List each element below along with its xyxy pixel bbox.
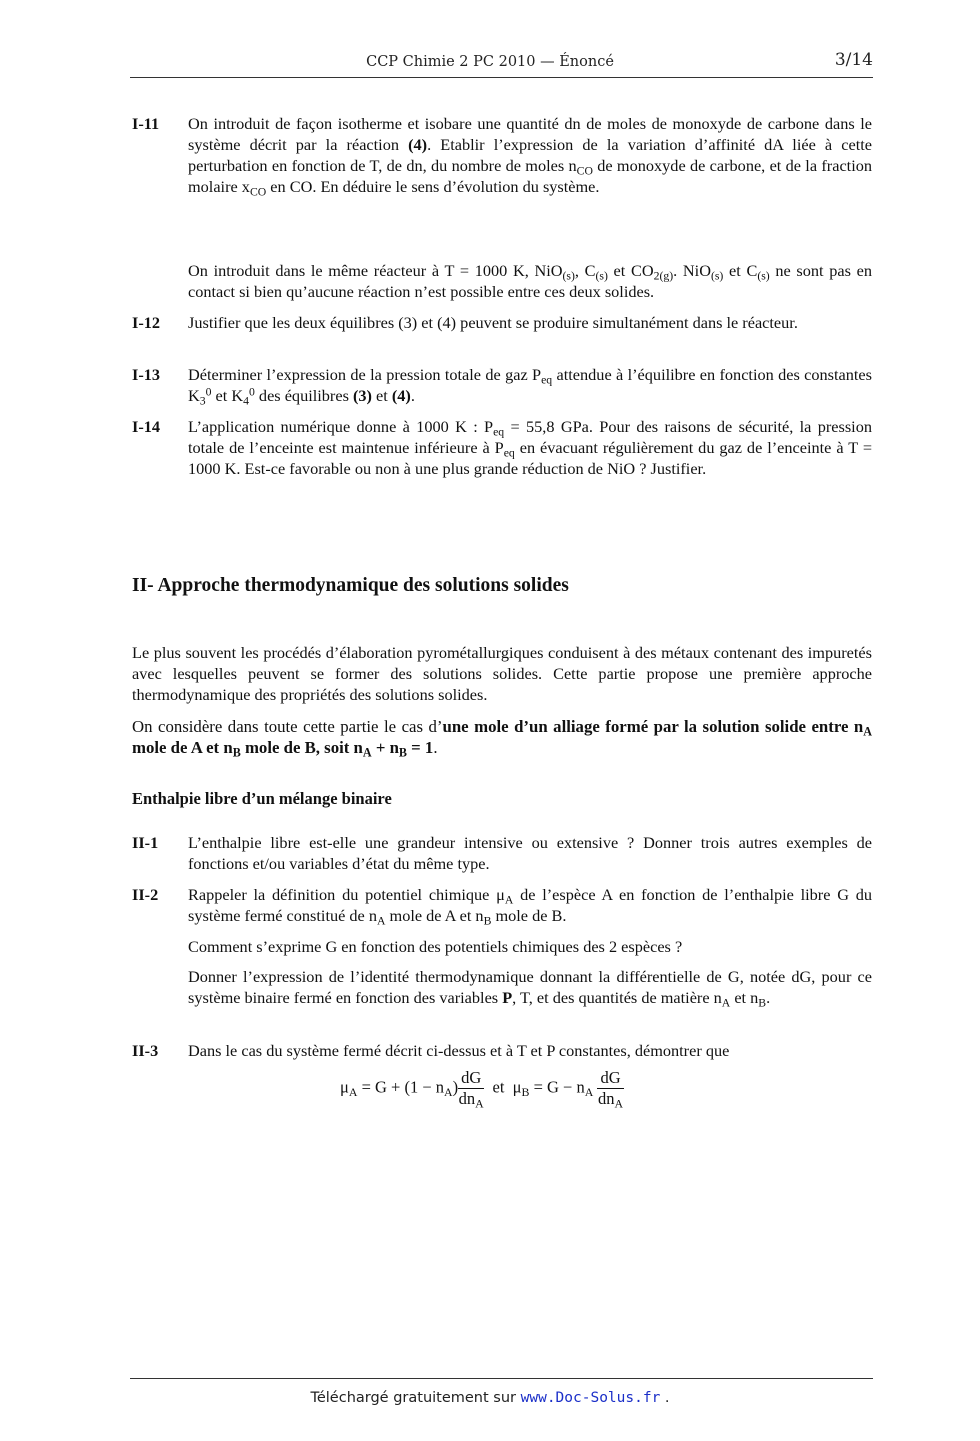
question-i-13	[132, 364, 872, 406]
header-divider	[130, 77, 873, 78]
question-number: I-13	[132, 365, 161, 384]
question-text: L’enthalpie libre est-elle une grandeur intensive ou extensive ? Donner trois autres exemples de fonctions et/ou variables d’état du même type.	[188, 833, 872, 873]
footer-end: .	[664, 1390, 670, 1406]
section-intro: Le plus souvent les procédés d’élaboration pyrométallurgiques conduisent à des métaux contenant des impuretés avec lesquelles peuvent se former des solutions solides. Cette partie propose une première approche thermodynamique des propriétés des solutions solides.	[132, 643, 872, 704]
question-ii-2	[132, 884, 872, 926]
question-i-11	[132, 113, 872, 197]
question-number: I-14	[132, 417, 161, 436]
question-number: II-3	[132, 1041, 159, 1060]
question-text: Déterminer l’expression de la pression totale de gaz $P_{eq}$ attendue à l’équilibre en fonction des constantes $K_3^0$ et $K_4^0$ des équilibres (3) et (4).	[188, 365, 872, 408]
footer-text: Téléchargé gratuitement sur	[310, 1390, 517, 1406]
footer	[0, 1388, 980, 1409]
question-text: Rappeler la définition du potentiel chimique $\mu_A$ de l’espèce A en fonction de l’enthalpie libre G du système fermé constitué de $n_A$ mole de A et $n_B$ mole de B.	[188, 885, 872, 928]
running-header-title: CCP Chimie 2 PC 2010 — Énoncé	[366, 54, 614, 70]
page-number: 3/14	[834, 50, 873, 70]
question-number: II-1	[132, 833, 159, 852]
question-text: Justifier que les deux équilibres (3) et (4) peuvent se produire simultanément dans le réacteur.	[188, 313, 798, 332]
subsection-heading: Enthalpie libre d’un mélange binaire	[132, 789, 392, 808]
question-i-12	[132, 312, 872, 333]
chemical-potential-formula: $\mu_A = G + (1 - n_A)$ $\frac{dG}{dn_A}$ et $\mu_B = G - n_A$ $\frac{dG}{dn_A}$	[340, 1068, 624, 1111]
question-number: I-12	[132, 313, 161, 332]
alloy-definition: On considère dans toute cette partie le cas d’une mole d’un alliage formé par la solution solide entre $n_A$ mole de A et $n_B$ mole de B, soit $n_A + n_B = 1$.	[132, 717, 872, 760]
question-number: II-2	[132, 885, 159, 904]
reactor-paragraph: On introduit dans le même réacteur à T = 1000 K, NiO$_{(s)}$, $C_{(s)}$ et $CO_{2(g)}$. NiO$_{(s)}$ et $C_{(s)}$ ne sont pas en contact si bien qu’aucune réaction n’est possible entre ces deux solides.	[188, 261, 873, 301]
question-text: Dans le cas du système fermé décrit ci-dessus et à T et P constantes, démontrer que	[188, 1041, 730, 1060]
question-i-14	[132, 416, 872, 479]
footer-divider	[130, 1378, 873, 1379]
question-text: On introduit de façon isotherme et isobare une quantité dn de moles de monoxyde de carbone dans le système décrit par la réaction (4). Etablir l’expression de la variation d’affinité dA liée à cette perturbation en fonction de T, de dn, du nombre de moles $n_{CO}$ de monoxyde de carbone, et de la fraction molaire $x_{CO}$ en CO. En déduire le sens d’évolution du système.	[188, 114, 872, 199]
question-ii-3	[132, 1040, 872, 1061]
question-text: L’application numérique donne à 1000 K : $P_{eq} = 55,8$ GPa. Pour des raisons de sécurité, la pression totale de l’enceinte est maintenue inférieure à $P_{eq}$ en évacuant régulièrement du gaz de l’enceinte à T = 1000 K. Est-ce favorable ou non à une plus grande réduction de NiO ? Justifier.	[188, 417, 872, 478]
section-heading: II- Approche thermodynamique des solutions solides	[132, 575, 569, 596]
question-number: I-11	[132, 114, 160, 133]
question-ii-2-part2: Comment s’exprime G en fonction des potentiels chimiques des 2 espèces ?	[188, 937, 683, 956]
question-ii-1	[132, 832, 872, 874]
question-ii-2-part3: Donner l’expression de l’identité thermodynamique donnant la différentielle de G, notée dG, pour ce système binaire fermé en fonction des variables P, T, et des quantités de matière $n_A$ et $n_B$.	[188, 967, 872, 1010]
footer-link[interactable]: www.Doc-Solus.fr	[520, 1390, 661, 1406]
